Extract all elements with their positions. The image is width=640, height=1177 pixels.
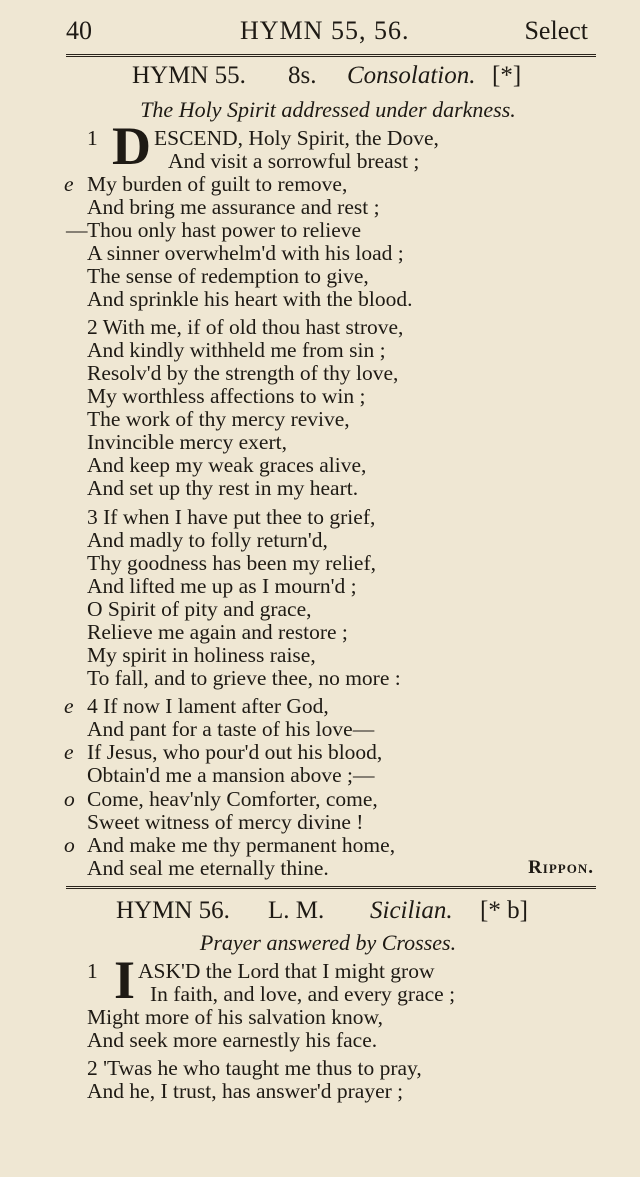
verse-line: Thy goodness has been my relief, [87,551,376,575]
margin-mark: e [64,694,74,718]
verse-line: My worthless affections to win ; [87,384,366,408]
verse-line: The sense of redemption to give, [87,264,369,288]
running-head [66,16,588,50]
verse-line: And visit a sorrowful breast ; [168,149,420,173]
verse-line: 3 If when I have put thee to grief, [87,505,376,529]
verse-line: In faith, and love, and every grace ; [150,982,456,1006]
verse-line: Obtain'd me a mansion above ;— [87,763,375,787]
verse-line: And seek more earnestly his face. [87,1028,378,1052]
margin-dash: — [66,218,88,242]
verse-line: And seal me eternally thine. [87,856,329,880]
verse-line: And he, I trust, has answer'd prayer ; [87,1079,404,1103]
hymn-mark: [* b] [480,897,528,924]
verse-line: To fall, and to grieve thee, no more : [87,666,401,690]
verse-line: My burden of guilt to remove, [87,172,348,196]
verse-line: Resolv'd by the strength of thy love, [87,361,399,385]
verse-line: Come, heav'nly Comforter, come, [87,787,378,811]
margin-mark: o [64,787,75,811]
verse-line: And keep my weak graces alive, [87,453,367,477]
verse-line: 2 With me, if of old thou hast strove, [87,315,404,339]
verse-line: 2 'Twas he who taught me thus to pray, [87,1056,422,1080]
running-title: HYMN 55, 56. [240,16,410,45]
header-rule [66,54,596,57]
verse-line: And sprinkle his heart with the blood. [87,287,413,311]
verse-line: And pant for a taste of his love— [87,717,375,741]
verse-line: And kindly withheld me from sin ; [87,338,386,362]
hymn-tune: Consolation. [347,62,476,89]
drop-cap: D [112,116,151,176]
verse-line: Thou only hast power to relieve [87,218,362,242]
verse-line: The work of thy mercy revive, [87,407,350,431]
verse-line: And make me thy permanent home, [87,833,396,857]
verse-line: Relieve me again and restore ; [87,620,348,644]
verse-line: O Spirit of pity and grace, [87,597,312,621]
hymn-55-subtitle: The Holy Spirit addressed under darkness. [140,97,516,122]
verse-line: And lifted me up as I mourn'd ; [87,574,357,598]
hymn-meter: L. M. [268,897,325,924]
verse-line: ESCEND, Holy Spirit, the Dove, [154,126,439,150]
verse-line: My spirit in holiness raise, [87,643,316,667]
verse-line: ASK'D the Lord that I might grow [138,959,435,983]
hymn-number: HYMN 55. [132,62,246,89]
margin-mark: e [64,740,74,764]
verse-number: 1 [87,959,98,983]
hymn-tune: Sicilian. [370,897,453,924]
hymn-number: HYMN 56. [116,897,230,924]
verse-line: 4 If now I lament after God, [87,694,329,718]
verse-line: And bring me assurance and rest ; [87,195,380,219]
verse-line: And madly to folly return'd, [87,528,328,552]
page-number: 40 [66,16,92,45]
verse-line: Might more of his salvation know, [87,1005,383,1029]
margin-mark: o [64,833,75,857]
hymn-56-subtitle: Prayer answered by Crosses. [199,930,457,955]
verse-number: 1 [87,126,98,150]
verse-line: And set up thy rest in my heart. [87,476,359,500]
section-title: Select [524,16,588,45]
verse-line: Sweet witness of mercy divine ! [87,810,364,834]
margin-mark: e [64,172,74,196]
section-rule [66,886,596,889]
hymn-meter: 8s. [288,62,317,89]
verse-line: If Jesus, who pour'd out his blood, [87,740,383,764]
author-attribution: Rippon. [528,857,594,878]
hymn-mark: [*] [492,62,522,89]
verse-line: A sinner overwhelm'd with his load ; [87,241,404,265]
verse-line: Invincible mercy exert, [87,430,287,454]
drop-cap: I [114,950,136,1010]
